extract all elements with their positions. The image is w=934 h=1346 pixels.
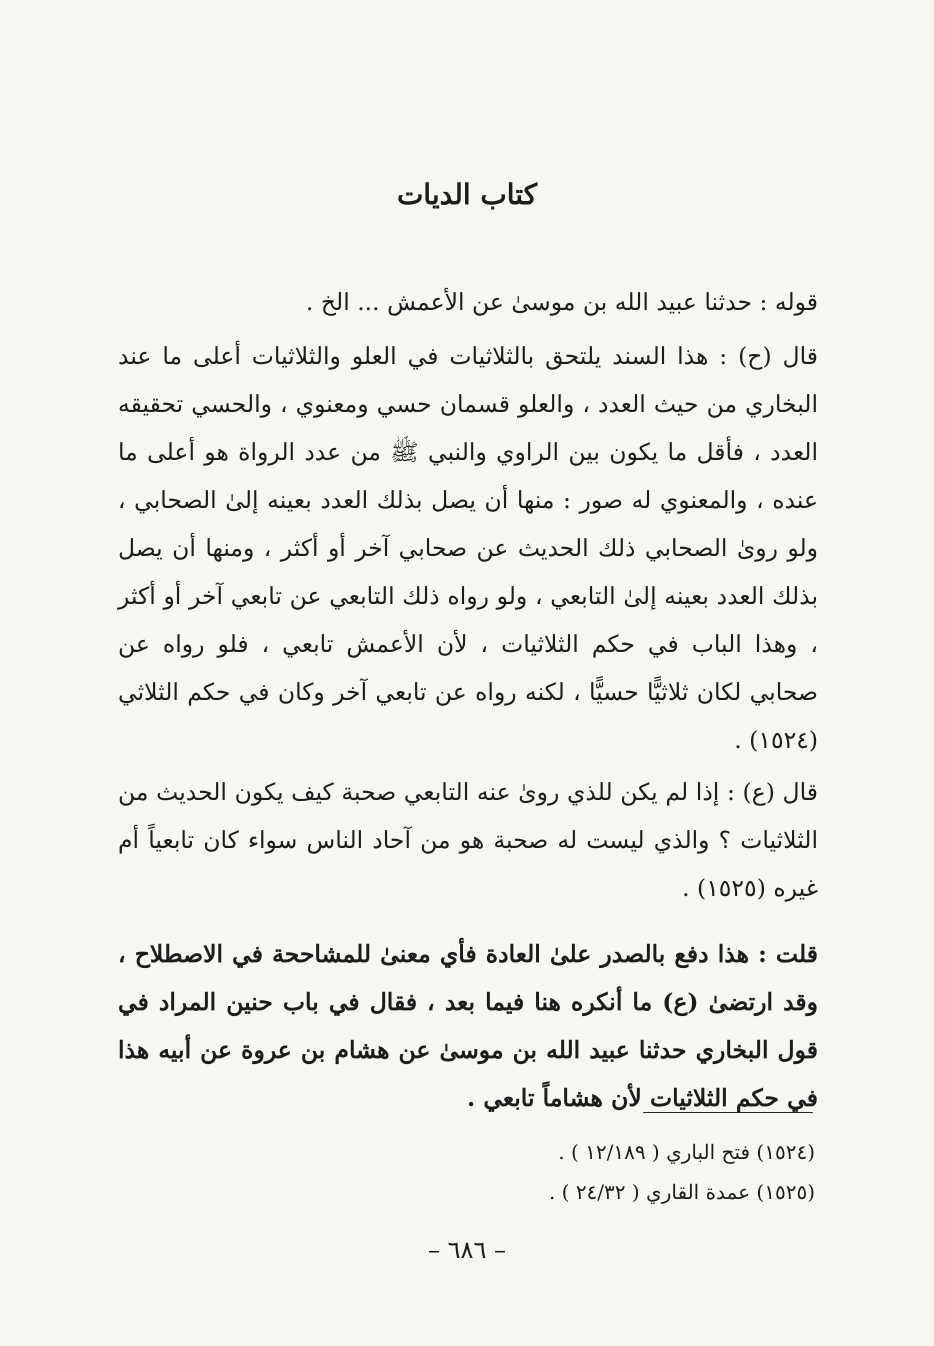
paragraph-author: قلت : هذا دفع بالصدر علىٰ العادة فأي معنىٰ للمشاححة في الاصطلاح ، وقد ارتضىٰ (ع) ما أنكره هنا فيما بعد ، فقال في باب حنين المراد في قول البخاري حدثنا عبيد الله بن موسىٰ عن هشام بن عروة عن أبيه هذا في حكم الثلاثيات لأن هشاماً تابعي . (118, 940, 818, 1112)
footnotes (430, 1132, 815, 1212)
intro-line: قوله : حدثنا عبيد الله بن موسىٰ عن الأعمش ... الخ . (305, 288, 818, 316)
footnote-1525: (١٥٢٥) عمدة القاري ( ٢٤/٣٢ ) . (548, 1180, 815, 1204)
footnote-1524: (١٥٢٤) فتح الباري ( ١٢/١٨٩ ) . (558, 1140, 815, 1164)
page-title: كتاب الديات (396, 178, 538, 211)
paragraph-ayni: قال (ع) : إذا لم يكن للذي روىٰ عنه التابعي صحبة كيف يكون الحديث من الثلاثيات ؟ والذي ليست له صحبة هو من آحاد الناس سواء كان تابعياً أم غيره (١٥٢٥) . (118, 778, 818, 902)
main-text (118, 278, 818, 1122)
paragraph-hajar: قال (ح) : هذا السند يلتحق بالثلاثيات في العلو والثلاثيات أعلى ما عند البخاري من حيث العدد ، والعلو قسمان حسي ومعنوي ، والحسي تحقيقه العدد ، فأقل ما يكون بين الراوي والنبي ﷺ من عدد الرواة هو أعلى ما عنده ، والمعنوي له صور : منها أن يصل بذلك العدد بعينه إلىٰ الصحابي ، ولو روىٰ الصحابي ذلك الحديث عن صحابي آخر أو أكثر ، ومنها أن يصل بذلك العدد بعينه إلىٰ التابعي ، ولو رواه ذلك التابعي عن تابعي آخر أو أكثر ، وهذا الباب في حكم الثلاثيات ، لأن الأعمش تابعي ، فلو رواه عن صحابي لكان ثلاثيًّا حسيًّا ، لكنه رواه عن تابعي آخر وكان في حكم الثلاثي (١٥٢٤) . (118, 342, 818, 754)
footnote-divider (643, 1112, 813, 1113)
page-number: – ٦٨٦ – (428, 1236, 506, 1264)
